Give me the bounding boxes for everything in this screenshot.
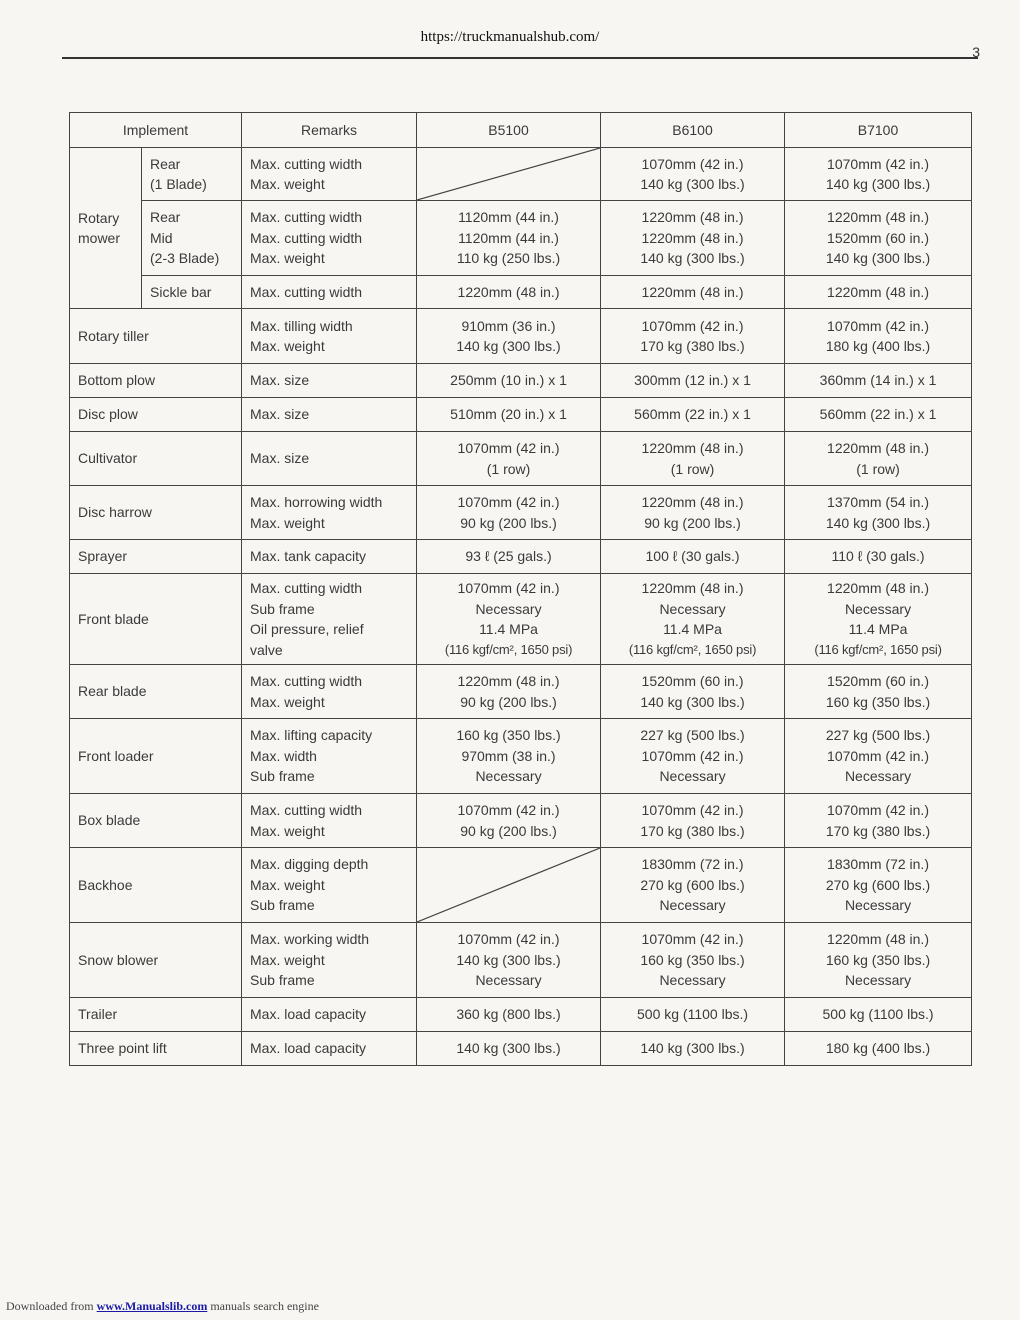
implement-cell [70,364,242,398]
value-text: 11.4 MPa [479,621,538,637]
b5100-cell [417,665,601,719]
remarks-cell [242,276,417,309]
b5100-cell [417,719,601,794]
value-text: 140 kg (300 lbs.) [825,514,931,531]
value-text: 1220mm (48 in.) [641,494,744,510]
value-text: 100 ℓ (30 gals.) [645,548,740,565]
value-text: 1070mm (42 in.) [827,802,929,818]
value-text: 1220mm (48 in.) [827,209,929,226]
value-text: 1070mm (42 in.) [457,494,560,510]
table-row [70,276,972,309]
value-text: 1830mm (72 in.) [827,856,929,873]
b6100-cell [601,276,785,309]
remarks-cell [242,794,417,848]
implement-cell [70,848,242,923]
implement-cell [70,398,242,432]
remark-text: Max. cutting width [250,283,363,300]
b7100-cell [785,148,972,201]
b5100-cell [417,398,601,432]
value-text: Necessary [659,768,726,785]
value-text: 140 kg (300 lbs.) [640,250,745,267]
value-text: 11.4 MPa [848,621,908,637]
b7100-cell [785,923,972,998]
footer-prefix: Downloaded from [6,1299,94,1313]
remark-text: Max. load capacity [250,1006,366,1023]
table-row [70,923,972,998]
b7100-cell [785,719,972,794]
value-text: 1220mm (48 in.) [827,931,929,948]
remarks-cell [242,398,417,432]
remark-text: Max. weight [250,693,325,710]
table-row [70,574,972,665]
footer-suffix: manuals search engine [210,1299,319,1313]
remark-text: Max. size [250,372,310,389]
manualslib-link[interactable]: www.Manualslib.com [96,1299,208,1313]
value-text: 560mm (22 in.) x 1 [819,406,937,423]
sub-implement-label: Rear [150,209,181,226]
value-text: 500 kg (1100 lbs.) [822,1006,934,1023]
implement-label: Box blade [78,812,141,829]
value-text: 510mm (20 in.) x 1 [450,406,567,423]
value-text: 300mm (12 in.) x 1 [634,372,751,389]
b6100-cell [601,719,785,794]
remarks-cell [242,309,417,364]
b5100-cell [417,309,601,364]
table-row [70,432,972,486]
value-text: 1070mm (42 in.) [641,802,744,818]
b7100-cell [785,998,972,1032]
b6100-cell [601,574,785,665]
sub-implement-label: Rear [150,155,181,172]
implement-cell [70,923,242,998]
value-text: 1070mm (42 in.) [827,747,929,764]
value-text: 180 kg (400 lbs.) [825,338,931,354]
value-text: 170 kg (380 lbs.) [640,338,745,354]
remark-text: Max. weight [250,338,325,354]
b5100-cell [417,794,601,848]
b6100-cell [601,794,785,848]
value-text: 1070mm (42 in.) [827,155,929,172]
b5100-cell [417,998,601,1032]
remark-text: Sub frame [250,972,315,989]
remark-text: Oil pressure, relief [250,621,364,637]
table-row [70,848,972,923]
b7100-cell [785,432,972,486]
implement-cell [70,540,242,574]
value-text: Necessary [475,600,542,617]
value-text: 1070mm (42 in.) [827,317,929,334]
value-text: (1 row) [486,460,531,477]
b7100-cell [785,486,972,540]
not-applicable-cell [417,148,601,201]
remark-text: Max. cutting width [250,229,363,246]
table-row [70,364,972,398]
value-text: 270 kg (600 lbs.) [825,876,931,893]
remark-text: valve [250,641,283,658]
value-text: 1220mm (48 in.) [641,440,744,456]
sub-implement-label: (1 Blade) [150,176,207,192]
remarks-cell [242,719,417,794]
value-text: 1220mm (48 in.) [641,229,744,246]
remarks-cell [242,665,417,719]
implement-cell [70,665,242,719]
remark-text: Max. cutting width [250,802,363,818]
value-text: 160 kg (350 lbs.) [456,727,561,744]
implement-spec-table [69,112,972,1066]
value-text: Necessary [475,768,542,785]
b6100-cell [601,148,785,201]
b5100-cell [417,923,601,998]
remark-text: Max. weight [250,951,325,968]
b6100-cell [601,201,785,276]
remarks-cell [242,574,417,665]
value-text: 1220mm (48 in.) [827,283,929,300]
value-text: 1070mm (42 in.) [457,580,560,596]
value-text: 1220mm (48 in.) [641,283,744,300]
value-text: 1520mm (60 in.) [827,673,929,689]
header-b7100: B7100 [785,113,972,148]
value-text: 1070mm (42 in.) [641,747,744,764]
b6100-cell [601,364,785,398]
table-row [70,398,972,432]
value-text: 360 kg (800 lbs.) [456,1006,561,1023]
table-row [70,486,972,540]
table-header-row [70,113,972,148]
remarks-cell [242,201,417,276]
b6100-cell [601,1032,785,1066]
value-text: 170 kg (380 lbs.) [825,822,931,839]
b6100-cell [601,923,785,998]
remark-text: Max. size [250,406,310,423]
remark-text: Max. digging depth [250,856,369,873]
value-text: 140 kg (300 lbs.) [640,1040,745,1057]
value-text: 1520mm (60 in.) [827,229,929,246]
remark-text: Max. weight [250,876,325,893]
implement-cell [70,432,242,486]
value-text: 90 kg (200 lbs.) [460,514,557,531]
b6100-cell [601,848,785,923]
b7100-cell [785,201,972,276]
value-text: 1220mm (48 in.) [641,580,744,596]
header-implement: Implement [70,113,242,148]
sub-implement-cell [142,276,242,309]
remarks-cell [242,364,417,398]
implement-cell [70,719,242,794]
remarks-cell [242,432,417,486]
value-text: 560mm (22 in.) x 1 [634,406,751,423]
not-applicable-cell [417,848,601,923]
implement-label: Front blade [78,610,149,627]
value-text: 140 kg (300 lbs.) [825,176,931,192]
b7100-cell [785,794,972,848]
sub-implement-label: Sickle bar [150,283,212,300]
value-text: 1220mm (48 in.) [827,440,929,456]
value-text: 160 kg (350 lbs.) [640,951,745,968]
b7100-cell [785,848,972,923]
table-row [70,201,972,276]
value-text: 140 kg (300 lbs.) [456,338,561,354]
remarks-cell [242,148,417,201]
implement-label: Three point lift [78,1040,167,1057]
value-text: 1120mm (44 in.) [458,209,559,226]
value-text: 1520mm (60 in.) [641,673,744,689]
value-text: (1 row) [856,460,900,477]
header-b5100: B5100 [417,113,601,148]
b7100-cell [785,276,972,309]
implement-label: Bottom plow [78,372,156,389]
value-text: 170 kg (380 lbs.) [640,822,745,839]
value-text: 1070mm (42 in.) [457,440,560,456]
value-text: 1220mm (48 in.) [827,580,929,596]
value-text: Necessary [659,600,726,617]
implement-cell [70,148,142,309]
b6100-cell [601,309,785,364]
value-text: (116 kgf/cm², 1650 psi) [814,641,942,657]
value-text: 1120mm (44 in.) [458,229,559,246]
value-text: 227 kg (500 lbs.) [640,727,745,744]
remark-text: Sub frame [250,600,315,617]
diagonal-slash [417,148,600,200]
b7100-cell [785,364,972,398]
remark-text: Sub frame [250,897,315,914]
b7100-cell [785,1032,972,1066]
implement-cell [70,574,242,665]
remark-text: Max. tilling width [250,317,353,334]
value-text: 93 ℓ (25 gals.) [465,548,552,565]
b5100-cell [417,201,601,276]
table-row [70,1032,972,1066]
sub-implement-cell [142,148,242,201]
value-text: 90 kg (200 lbs.) [460,822,557,839]
table-row [70,794,972,848]
footer [6,1299,319,1314]
implement-label: Front loader [78,747,154,764]
value-text: 140 kg (300 lbs.) [825,250,931,267]
remark-text: Max. cutting width [250,209,363,226]
implement-label: Snow blower [78,951,159,968]
value-text: 1220mm (48 in.) [457,673,560,689]
b6100-cell [601,540,785,574]
value-text: 110 kg (250 lbs.) [456,250,561,267]
remark-text: Max. weight [250,822,325,839]
implement-label: Sprayer [78,548,128,565]
page-number: 3 [972,44,980,60]
table-row [70,719,972,794]
value-text: 360mm (14 in.) x 1 [819,372,937,389]
value-text: 500 kg (1100 lbs.) [637,1006,749,1023]
b7100-cell [785,574,972,665]
value-text: 140 kg (300 lbs.) [640,693,745,710]
remark-text: Max. weight [250,250,325,267]
value-text: 1070mm (42 in.) [641,155,744,172]
remark-text: Max. width [250,747,317,764]
value-text: Necessary [475,972,542,989]
header-remarks: Remarks [242,113,417,148]
value-text: 1070mm (42 in.) [641,931,744,948]
remarks-cell [242,486,417,540]
sub-implement-label: Mid [150,229,173,246]
value-text: 1070mm (42 in.) [457,931,560,948]
value-text: 1370mm (54 in.) [827,494,929,510]
value-text: 90 kg (200 lbs.) [644,514,741,531]
remark-text: Max. load capacity [250,1040,366,1057]
value-text: Necessary [659,972,726,989]
value-text: 140 kg (300 lbs.) [456,951,561,968]
remark-text: Max. working width [250,931,370,948]
header-url: https://truckmanualshub.com/ [420,29,600,45]
implement-label: Backhoe [78,876,133,893]
implement-cell [70,309,242,364]
implement-label: mower [78,230,121,246]
header-b6100: B6100 [601,113,785,148]
table-row [70,540,972,574]
remark-text: Max. tank capacity [250,548,366,565]
table-row [70,309,972,364]
value-text: 270 kg (600 lbs.) [640,876,745,893]
b5100-cell [417,432,601,486]
implement-label: Disc plow [78,406,138,423]
implement-cell [70,486,242,540]
value-text: 1220mm (48 in.) [641,209,744,226]
value-text: 1070mm (42 in.) [641,317,744,334]
b6100-cell [601,398,785,432]
remark-text: Max. size [250,450,310,467]
value-text: 180 kg (400 lbs.) [825,1040,931,1057]
value-text: (116 kgf/cm², 1650 psi) [444,641,573,657]
value-text: 160 kg (350 lbs.) [825,951,931,968]
remarks-cell [242,998,417,1032]
value-text: 90 kg (200 lbs.) [460,693,557,710]
value-text: 970mm (38 in.) [461,747,556,764]
value-text: 11.4 MPa [663,621,722,637]
b7100-cell [785,309,972,364]
remark-text: Max. weight [250,514,325,531]
value-text: 140 kg (300 lbs.) [456,1040,561,1057]
remark-text: Max. cutting width [250,155,363,172]
implement-label: Disc harrow [78,504,152,521]
b5100-cell [417,486,601,540]
b6100-cell [601,486,785,540]
value-text: 140 kg (300 lbs.) [640,176,745,192]
b6100-cell [601,665,785,719]
value-text: 227 kg (500 lbs.) [825,727,931,744]
implement-cell [70,1032,242,1066]
value-text: Necessary [844,768,912,785]
value-text: 1220mm (48 in.) [457,283,560,300]
value-text: (116 kgf/cm², 1650 psi) [628,641,757,657]
value-text: Necessary [844,972,912,989]
implement-label: Trailer [78,1006,118,1023]
implement-label: Rotary [78,209,120,226]
sub-implement-cell [142,201,242,276]
value-text: Necessary [844,600,912,617]
value-text: 250mm (10 in.) x 1 [450,372,567,389]
implement-label: Cultivator [78,450,138,467]
implement-label: Rotary tiller [78,327,149,344]
remark-text: Max. cutting width [250,580,363,596]
sub-implement-label: (2-3 Blade) [150,250,220,267]
remark-text: Max. lifting capacity [250,727,373,744]
b6100-cell [601,432,785,486]
b5100-cell [417,540,601,574]
implement-label: Rear blade [78,683,147,700]
b7100-cell [785,540,972,574]
diagonal-slash [417,848,600,922]
implement-cell [70,998,242,1032]
remarks-cell [242,848,417,923]
table-row [70,998,972,1032]
implement-cell [70,794,242,848]
table-row [70,665,972,719]
b5100-cell [417,574,601,665]
remark-text: Max. weight [250,176,325,192]
b5100-cell [417,364,601,398]
value-text: 1830mm (72 in.) [641,856,744,873]
value-text: Necessary [844,897,912,914]
b7100-cell [785,665,972,719]
b5100-cell [417,1032,601,1066]
remark-text: Max. horrowing width [250,494,383,510]
value-text: 1070mm (42 in.) [457,802,560,818]
value-text: 910mm (36 in.) [461,317,556,334]
value-text: (1 row) [670,460,715,477]
header-rule [62,57,978,59]
remarks-cell [242,923,417,998]
remark-text: Sub frame [250,768,315,785]
b5100-cell [417,276,601,309]
b7100-cell [785,398,972,432]
value-text: 110 ℓ (30 gals.) [831,548,925,565]
value-text: Necessary [659,897,726,914]
remarks-cell [242,1032,417,1066]
remarks-cell [242,540,417,574]
table-row [70,148,972,201]
value-text: 160 kg (350 lbs.) [825,693,931,710]
b6100-cell [601,998,785,1032]
remark-text: Max. cutting width [250,673,363,689]
